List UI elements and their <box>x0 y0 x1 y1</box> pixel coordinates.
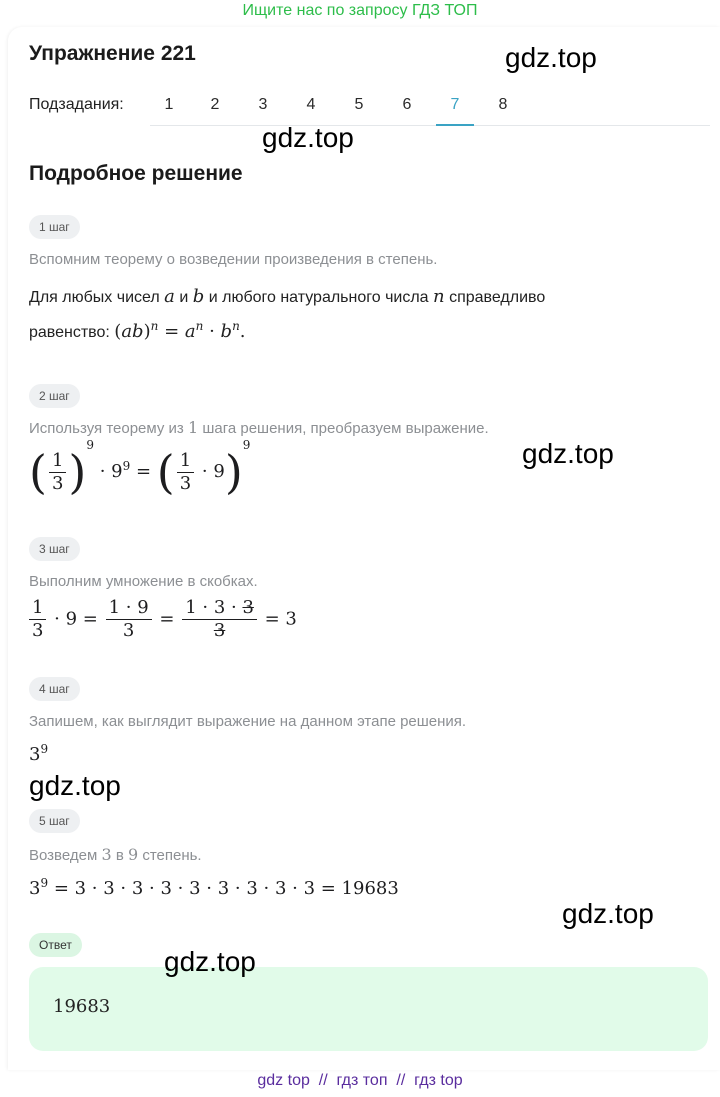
step-4-badge: 4 шаг <box>29 677 80 701</box>
subtasks-label: Подзадания: <box>29 96 124 113</box>
step-3-note: Выполним умножение в скобках. <box>29 573 258 590</box>
step-3-formula: $\frac{1}{3}$ · 9 = $\frac{1 \cdot 9}{3}$ = $\frac{1 \cdot 3 \cdot 3}{3}$ = 3 <box>29 597 297 642</box>
step-1-text-line1: Для любых чисел a и b и любого натурального числа n справедливо <box>29 286 546 307</box>
step-5-formula: $3^9 = 3 \cdot 3 \cdot 3 \cdot 3 \cdot 3 \cdot 3 \cdot 3 \cdot 3 \cdot 3 = 19683$ <box>29 876 399 899</box>
step-2-formula: ( $\frac{1}{3}$ )$^9 \cdot 9^9$ = ( $\frac{1}{3}$ · 9)$^9$ <box>29 438 251 499</box>
watermark: gdz.top <box>29 770 121 801</box>
watermark: gdz.top <box>562 898 654 929</box>
step-5-badge: 5 шаг <box>29 809 80 833</box>
footer-links[interactable]: gdz top // гдз топ // гдз top <box>257 1072 463 1089</box>
watermark: gdz.top <box>164 946 256 977</box>
step-4-formula: $3^9$ <box>29 742 49 765</box>
step-1-note: Вспомним теорему о возведении произведения в степень. <box>29 251 438 268</box>
answer-value: 19683 <box>53 996 111 1017</box>
active-tab-indicator <box>436 124 474 126</box>
watermark: gdz.top <box>262 122 354 153</box>
step-1-text-line2: равенство: $(ab)^n = a^n \cdot b^n$. <box>29 319 246 342</box>
subtask-tab-5[interactable]: 5 <box>354 96 364 113</box>
answer-badge: Ответ <box>29 933 82 957</box>
watermark: gdz.top <box>505 42 597 73</box>
step-3-badge: 3 шаг <box>29 537 80 561</box>
solution-title: Подробное решение <box>29 162 243 185</box>
exercise-title: Упражнение 221 <box>29 42 196 65</box>
step-1-badge: 1 шаг <box>29 215 80 239</box>
subtask-tab-7[interactable]: 7 <box>450 96 460 113</box>
answer-box <box>29 967 708 1051</box>
step-2-badge: 2 шаг <box>29 384 80 408</box>
power-of-product-formula: $(ab)^n = a^n \cdot b^n$. <box>114 319 246 342</box>
top-banner[interactable]: Ищите нас по запросу ГДЗ ТОП <box>242 2 478 19</box>
subtask-tab-2[interactable]: 2 <box>210 96 220 113</box>
subtasks-nav <box>150 88 710 126</box>
step-5-note: Возведем 3 в 9 степень. <box>29 845 202 864</box>
step-4-note: Запишем, как выглядит выражение на данном этапе решения. <box>29 713 467 730</box>
watermark: gdz.top <box>522 438 614 469</box>
subtask-tab-3[interactable]: 3 <box>258 96 268 113</box>
subtask-tab-8[interactable]: 8 <box>498 96 508 113</box>
subtask-tab-4[interactable]: 4 <box>306 96 316 113</box>
step-2-note: Используя теорему из 1 шага решения, преобразуем выражение. <box>29 418 489 437</box>
subtask-tab-1[interactable]: 1 <box>164 96 174 113</box>
subtask-tab-6[interactable]: 6 <box>402 96 412 113</box>
